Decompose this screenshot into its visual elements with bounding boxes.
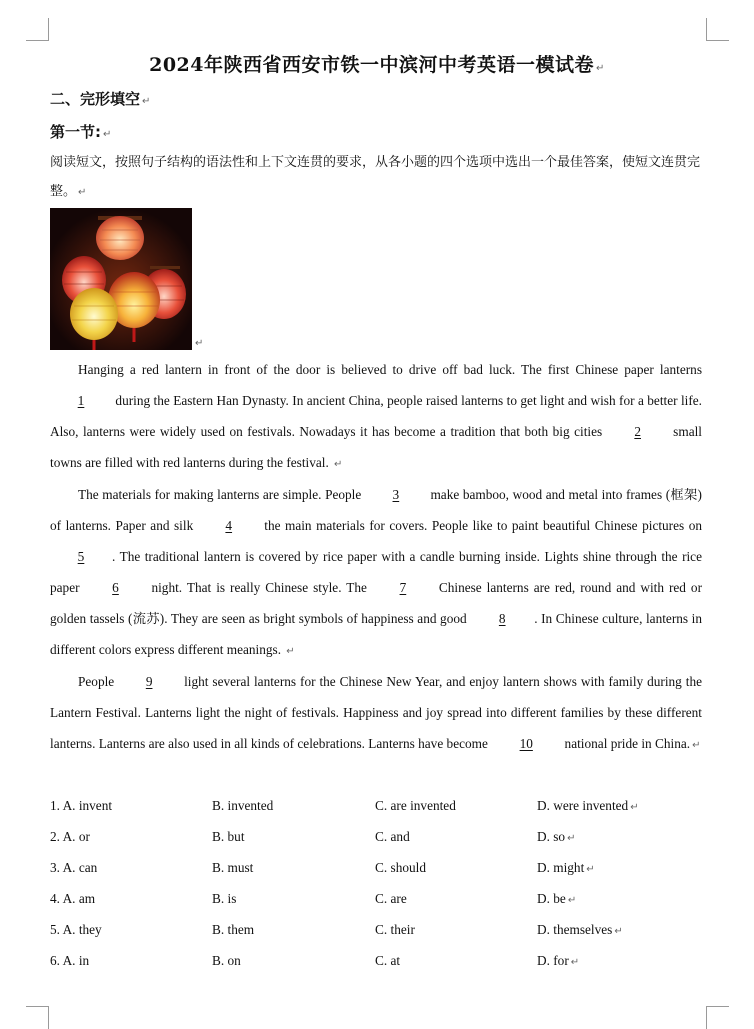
option-a[interactable]: 6. A. in	[50, 953, 90, 968]
option-b[interactable]: B. is	[212, 891, 237, 906]
passage-text: People	[78, 674, 119, 689]
return-mark-icon: ↵	[142, 96, 151, 107]
blank-6: 6	[112, 580, 119, 595]
option-d[interactable]	[537, 922, 623, 938]
question-1-options	[50, 794, 710, 825]
option-a[interactable]: 2. A. or	[50, 829, 90, 844]
subsection-heading-text: 第一节:	[50, 123, 101, 141]
passage-paragraph-2	[50, 479, 702, 667]
option-b[interactable]: B. on	[212, 953, 241, 968]
option-d[interactable]	[537, 891, 576, 907]
answer-options	[50, 794, 710, 980]
instructions	[50, 148, 700, 207]
blank-7: 7	[399, 580, 407, 595]
return-mark-icon: ↵	[567, 895, 577, 906]
return-mark-icon: ↵	[283, 646, 295, 657]
option-a[interactable]: 3. A. can	[50, 860, 98, 875]
option-d[interactable]	[537, 860, 595, 876]
passage-text: make bamboo, wood and metal into frames (框架) of lanterns. Paper and silk	[50, 487, 702, 533]
return-mark-icon: ↵	[570, 957, 580, 968]
option-d-text: D. for	[537, 953, 569, 968]
return-mark-icon: ↵	[330, 459, 343, 470]
lantern-top	[96, 216, 144, 260]
return-mark-icon: ↵	[692, 740, 701, 751]
return-mark-icon: ↵	[78, 187, 87, 198]
option-d-text: D. be	[537, 891, 566, 906]
option-d-text: D. might	[537, 860, 585, 875]
option-b[interactable]: B. them	[212, 922, 255, 937]
passage-text: night. That is really Chinese style. The	[146, 580, 372, 595]
title-text: 2024年陕西省西安市铁一中滨河中考英语一模试卷	[149, 54, 594, 76]
return-mark-icon: ↵	[586, 864, 595, 875]
section-heading-text: 二、完形填空	[50, 90, 141, 108]
option-a[interactable]: 5. A. they	[50, 922, 102, 937]
question-4-options	[50, 887, 710, 918]
passage-paragraph-3	[50, 666, 702, 761]
blank-8: 8	[498, 611, 506, 626]
blank-9: 9	[145, 674, 153, 689]
page-corner-top-right	[706, 18, 729, 41]
question-6-options	[50, 949, 710, 980]
passage-text: the main materials for covers. People like to paint beautiful Chinese pictures on	[259, 518, 702, 533]
page-corner-top-left	[26, 18, 49, 41]
passage-text: small towns are filled with red lanterns during the festival.	[50, 424, 702, 470]
passage-text: during the Eastern Han Dynasty. In ancient China, people raised lanterns to get light and wish for a better life. Also, lanterns were widely used on festivals. Nowadays it has become a tradition that both big cities	[50, 393, 702, 439]
option-c[interactable]: C. at	[375, 953, 401, 968]
question-5-options	[50, 918, 710, 949]
option-c[interactable]: C. are	[375, 891, 407, 906]
return-mark-icon: ↵	[614, 926, 623, 937]
page-corner-bottom-left	[26, 1006, 49, 1029]
passage-text: Hanging a red lantern in front of the door is believed to drive off bad luck. The first Chinese paper lanterns	[78, 362, 702, 377]
option-c[interactable]: C. are invented	[375, 798, 456, 813]
option-d[interactable]	[537, 953, 579, 969]
option-b[interactable]: B. invented	[212, 798, 274, 813]
passage-text: . In Chinese culture, lanterns in different colors express different meanings.	[50, 611, 702, 657]
option-d[interactable]	[537, 829, 575, 845]
passage-text: . The traditional lantern is covered by rice paper with a candle burning inside. Lights shine through the rice paper	[50, 549, 702, 595]
page-title	[0, 50, 754, 77]
return-mark-icon: ↵	[567, 833, 576, 844]
passage-text: national pride in China.	[561, 736, 691, 751]
option-b[interactable]: B. but	[212, 829, 245, 844]
blank-10: 10	[519, 736, 533, 751]
lanterns-photo	[50, 208, 192, 350]
blank-2: 2	[634, 424, 641, 439]
subsection-heading	[50, 121, 111, 142]
blank-4: 4	[225, 518, 233, 533]
page-corner-bottom-right	[706, 1006, 729, 1029]
option-c[interactable]: C. their	[375, 922, 415, 937]
option-c[interactable]: C. and	[375, 829, 410, 844]
passage-text: Chinese lanterns are red, round and with red or golden tassels (流苏). They are seen as bright symbols of happiness and good	[50, 580, 702, 626]
return-mark-icon: ↵	[103, 129, 112, 140]
return-mark-icon: ↵	[630, 802, 639, 813]
blank-5: 5	[77, 549, 85, 564]
question-3-options	[50, 856, 710, 887]
option-b[interactable]: B. must	[212, 860, 254, 875]
blank-3: 3	[392, 487, 400, 502]
passage-text: The materials for making lanterns are simple. People	[78, 487, 365, 502]
passage-text: light several lanterns for the Chinese New Year, and enjoy lantern shows with family during the Lantern Festival. Lanterns light the night of festivals. Happiness and joy spread into different families by these different lanterns. Lanterns are also used in all kinds of celebrations. Lanterns have become	[50, 674, 702, 751]
return-mark-icon: ↵	[195, 338, 204, 349]
question-2-options	[50, 825, 710, 856]
option-a[interactable]: 1. A. invent	[50, 798, 113, 813]
passage-paragraph-1	[50, 354, 702, 480]
instructions-text: 阅读短文，按照句子结构的语法性和上下文连贯的要求，从各小题的四个选项中选出一个最佳答案，使短文连贯完整。	[50, 155, 701, 199]
option-c[interactable]: C. should	[375, 860, 426, 875]
blank-1: 1	[77, 393, 85, 408]
option-d[interactable]	[537, 798, 639, 814]
return-mark-icon: ↵	[596, 63, 605, 74]
option-d-text: D. were invented	[537, 798, 629, 813]
option-d-text: D. themselves	[537, 922, 613, 937]
option-d-text: D. so	[537, 829, 566, 844]
option-a[interactable]: 4. A. am	[50, 891, 96, 906]
section-heading	[50, 88, 150, 109]
